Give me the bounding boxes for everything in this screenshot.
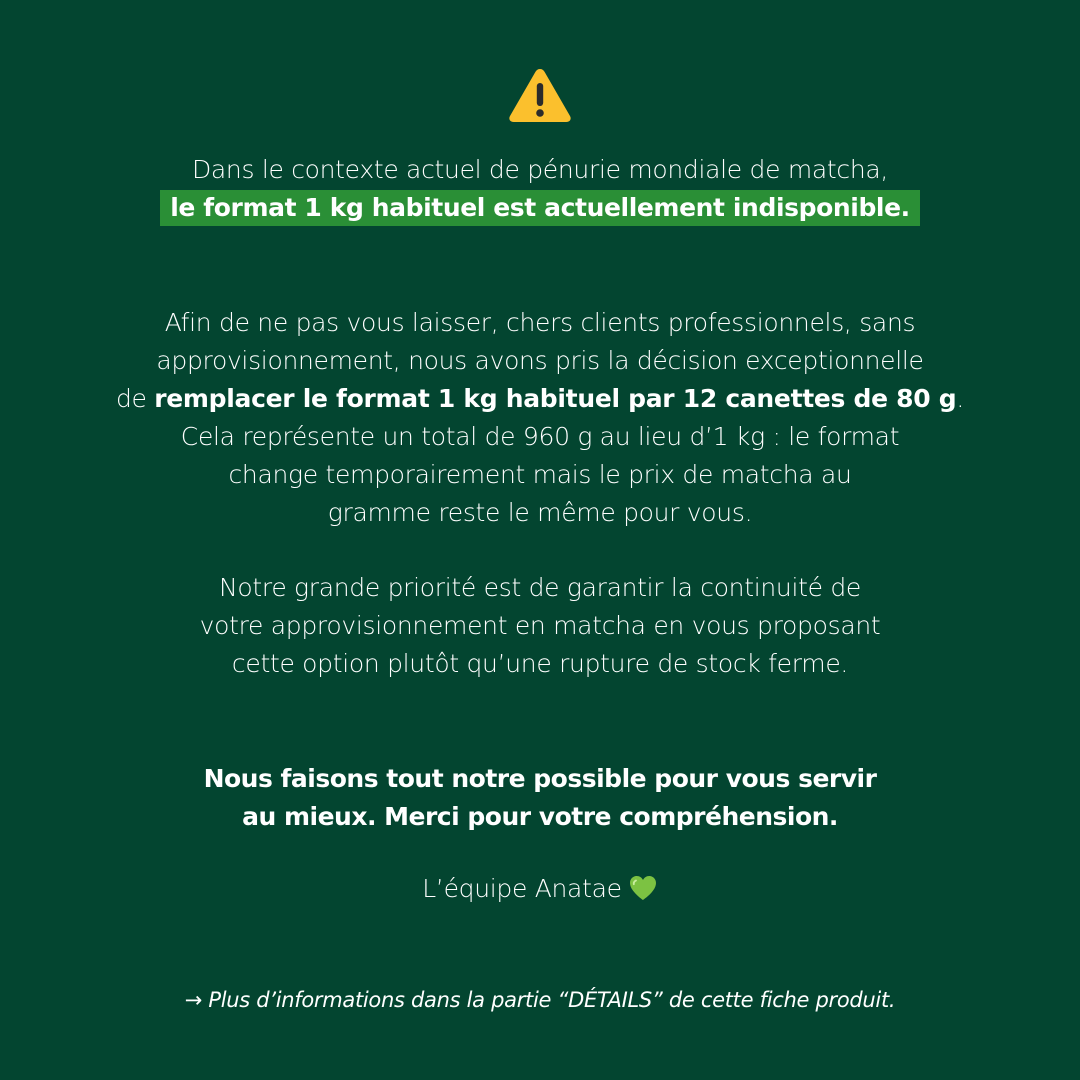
- priority-line: votre approvisionnement en matcha en vous proposant: [199, 611, 881, 640]
- body-line-emphasis: [60, 380, 1020, 418]
- signature-line: [60, 870, 1020, 908]
- green-heart-icon: [628, 873, 658, 903]
- closing-line: au mieux. Merci pour votre compréhension.: [242, 802, 838, 831]
- body-paragraph: [60, 304, 1020, 532]
- closing-line: Nous faisons tout notre possible pour vous servir: [203, 764, 877, 793]
- priority-paragraph: [60, 569, 1020, 683]
- intro-highlight: le format 1 kg habituel est actuellement indisponible.: [160, 190, 920, 226]
- body-line: change temporairement mais le prix de matcha au: [228, 460, 852, 489]
- warning-icon: [507, 66, 573, 124]
- footer-text: → Plus d’informations dans la partie “DÉTAILS” de cette fiche produit.: [184, 988, 896, 1012]
- body-bold-text: remplacer le format 1 kg habituel par 12 canettes de 80 g: [154, 384, 957, 413]
- intro-line: Dans le contexte actuel de pénurie mondiale de matcha,: [191, 155, 889, 184]
- signature-text: L’équipe Anatae: [422, 874, 622, 903]
- body-line-suffix: .: [956, 384, 965, 413]
- body-line: Cela représente un total de 960 g au lieu d’1 kg : le format: [180, 422, 900, 451]
- priority-line: Notre grande priorité est de garantir la continuité de: [219, 573, 861, 602]
- priority-line: cette option plutôt qu’une rupture de stock ferme.: [231, 649, 849, 678]
- intro-paragraph: [60, 151, 1020, 227]
- body-line: Afin de ne pas vous laisser, chers clients professionnels, sans: [164, 308, 916, 337]
- intro-highlight-line: [60, 189, 1020, 227]
- closing-paragraph: [60, 760, 1020, 836]
- signature: [60, 870, 1020, 908]
- body-line: gramme reste le même pour vous.: [327, 498, 753, 527]
- body-line: approvisionnement, nous avons pris la décision exceptionnelle: [156, 346, 924, 375]
- body-line-prefix: de: [115, 384, 155, 413]
- footer-note: [60, 982, 1020, 1018]
